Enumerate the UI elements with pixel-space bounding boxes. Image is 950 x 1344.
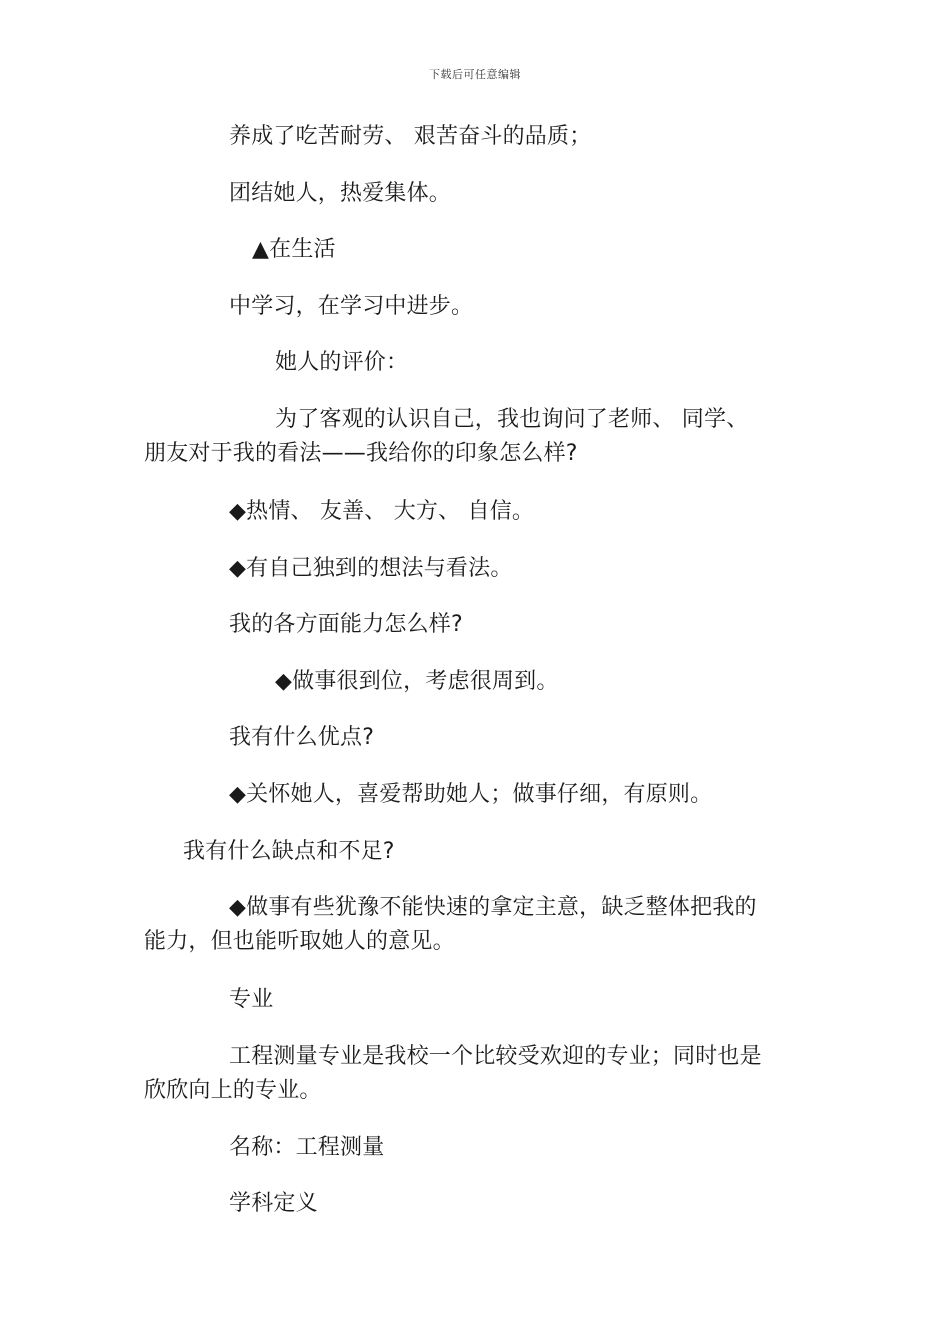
section-heading: 专业 <box>229 987 274 1012</box>
paragraph-line: 朋友对于我的看法——我给你的印象怎么样? <box>144 441 578 466</box>
text-line: 她人的评价： <box>275 350 409 375</box>
text-line: 养成了吃苦耐劳、 艰苦奋斗的品质； <box>229 124 592 149</box>
text-line: ◆关怀她人，喜爱帮助她人；做事仔细，有原则。 <box>229 782 713 807</box>
text-line: ◆做事很到位，考虑很周到。 <box>275 669 559 694</box>
text-line: 学科定义 <box>229 1191 318 1216</box>
paragraph-line: 能力，但也能听取她人的意见。 <box>144 929 455 954</box>
text-line: 中学习，在学习中进步。 <box>229 294 474 319</box>
paragraph-line: ◆做事有些犹豫不能快速的拿定主意，缺乏整体把我的 <box>229 895 757 920</box>
paragraph-line: 欣欣向上的专业。 <box>144 1078 322 1103</box>
text-line: 名称：工程测量 <box>229 1135 385 1160</box>
paragraph-line: 工程测量专业是我校一个比较受欢迎的专业；同时也是 <box>229 1044 762 1069</box>
paragraph-line: 为了客观的认识自己，我也询问了老师、 同学、 <box>275 407 749 432</box>
text-line: 我的各方面能力怎么样? <box>229 612 463 637</box>
page-header: 下载后可任意编辑 <box>429 68 521 81</box>
text-line: ◆有自己独到的想法与看法。 <box>229 556 513 581</box>
text-line: ▲在生活 <box>252 237 336 262</box>
text-line: 团结她人，热爱集体。 <box>229 181 452 206</box>
text-line: 我有什么缺点和不足? <box>183 839 395 864</box>
text-line: 我有什么优点? <box>229 725 375 750</box>
text-line: ◆热情、 友善、 大方、 自信。 <box>229 499 535 524</box>
